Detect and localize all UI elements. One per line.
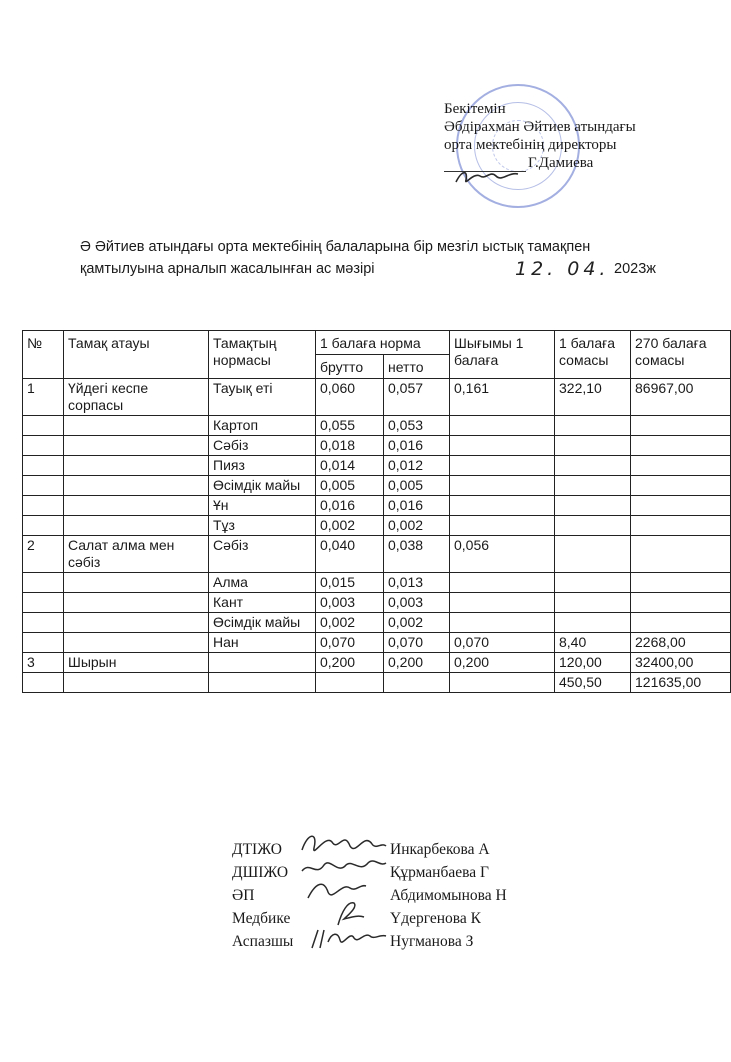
cell-output <box>450 416 555 436</box>
signature-role: Медбике <box>232 910 291 927</box>
cell-brutto: 0,200 <box>316 653 384 673</box>
table-row <box>23 476 731 496</box>
cell-brutto: 0,015 <box>316 573 384 593</box>
cell-num <box>23 573 64 593</box>
cell-netto: 0,016 <box>384 436 450 456</box>
cell-cost270 <box>631 436 731 456</box>
cell-output: 0,070 <box>450 633 555 653</box>
cell-dish <box>64 456 209 476</box>
table-row <box>23 496 731 516</box>
title-year: 2023ж <box>614 261 656 277</box>
cell-product: Өсімдік майы <box>209 476 316 496</box>
cell-product: Пияз <box>209 456 316 476</box>
cell-cost1 <box>555 416 631 436</box>
header-num: № <box>23 331 64 379</box>
header-cost-1: 1 балаға сомасы <box>555 331 631 379</box>
signature-name: Құрманбаева Г <box>390 864 489 881</box>
cell-dish <box>64 593 209 613</box>
table-row <box>23 593 731 613</box>
cell-netto: 0,003 <box>384 593 450 613</box>
cell-num <box>23 436 64 456</box>
cell-num <box>23 416 64 436</box>
cell-cost1 <box>555 613 631 633</box>
cell-total-cost270: 121635,00 <box>631 673 731 693</box>
cell-output <box>450 496 555 516</box>
cell-cost270 <box>631 456 731 476</box>
cell-product <box>209 673 316 693</box>
cell-netto: 0,038 <box>384 536 450 573</box>
cell-output: 0,161 <box>450 379 555 416</box>
header-norm: Тамақтың нормасы <box>209 331 316 379</box>
cell-cost270 <box>631 516 731 536</box>
cell-cost1 <box>555 436 631 456</box>
cell-cost1: 120,00 <box>555 653 631 673</box>
approval-director-name: Г.Дамиева <box>528 155 594 171</box>
header-netto: нетто <box>384 355 450 379</box>
title-line-2: қамтылуына арналып жасалынған ас мәзірі <box>80 261 375 277</box>
cell-product: Сәбіз <box>209 536 316 573</box>
cell-output <box>450 456 555 476</box>
table-row <box>23 573 731 593</box>
cell-product: Өсімдік майы <box>209 613 316 633</box>
cell-netto <box>384 673 450 693</box>
menu-table <box>22 330 731 693</box>
cell-brutto: 0,070 <box>316 633 384 653</box>
cell-netto: 0,200 <box>384 653 450 673</box>
header-output: Шығымы 1 балаға <box>450 331 555 379</box>
cell-cost270 <box>631 573 731 593</box>
cell-dish <box>64 673 209 693</box>
cell-dish: Шырын <box>64 653 209 673</box>
cell-dish <box>64 573 209 593</box>
cell-brutto: 0,002 <box>316 516 384 536</box>
cell-num <box>23 516 64 536</box>
header-cost-270: 270 балаға сомасы <box>631 331 731 379</box>
cell-brutto <box>316 673 384 693</box>
cell-product: Тауық еті <box>209 379 316 416</box>
title-line-1: Ә Әйтиев атындағы орта мектебінің балаларына бір мезгіл ыстық тамақпен <box>80 239 591 255</box>
cell-output <box>450 476 555 496</box>
cell-netto: 0,002 <box>384 516 450 536</box>
cell-product: Алма <box>209 573 316 593</box>
header-per-child: 1 балаға норма <box>316 331 450 355</box>
cell-netto: 0,057 <box>384 379 450 416</box>
cell-netto: 0,016 <box>384 496 450 516</box>
cell-cost270 <box>631 476 731 496</box>
approval-position: орта мектебінің директоры <box>444 137 617 153</box>
cell-output: 0,200 <box>450 653 555 673</box>
header-dish-name: Тамақ атауы <box>64 331 209 379</box>
cell-brutto: 0,002 <box>316 613 384 633</box>
cell-netto: 0,012 <box>384 456 450 476</box>
cell-product: Ұн <box>209 496 316 516</box>
cell-product: Кант <box>209 593 316 613</box>
header-brutto: брутто <box>316 355 384 379</box>
header-row-1 <box>23 331 731 355</box>
cell-brutto: 0,016 <box>316 496 384 516</box>
cell-brutto: 0,040 <box>316 536 384 573</box>
table-row <box>23 633 731 653</box>
cell-cost1 <box>555 496 631 516</box>
director-signature <box>452 166 522 188</box>
cell-num <box>23 593 64 613</box>
cell-product: Тұз <box>209 516 316 536</box>
cell-cost270 <box>631 593 731 613</box>
cell-cost1 <box>555 516 631 536</box>
table-row <box>23 456 731 476</box>
signature-name: Инкарбекова А <box>390 841 490 858</box>
cell-product: Картоп <box>209 416 316 436</box>
signature-role: ДТІЖО <box>232 841 282 858</box>
cell-cost1 <box>555 476 631 496</box>
cell-cost270: 32400,00 <box>631 653 731 673</box>
cell-cost1: 322,10 <box>555 379 631 416</box>
cell-product: Нан <box>209 633 316 653</box>
cell-num <box>23 496 64 516</box>
table-row <box>23 653 731 673</box>
signature-role: ДШІЖО <box>232 864 289 881</box>
approval-title: Бекітемін <box>444 101 506 117</box>
cell-output <box>450 436 555 456</box>
cell-dish <box>64 476 209 496</box>
cell-num: 2 <box>23 536 64 573</box>
cell-cost270 <box>631 496 731 516</box>
cell-cost1 <box>555 573 631 593</box>
cell-cost1: 8,40 <box>555 633 631 653</box>
cell-brutto: 0,060 <box>316 379 384 416</box>
cell-product <box>209 653 316 673</box>
cell-num <box>23 613 64 633</box>
approval-school: Әбдірахман Әйтиев атындағы <box>444 119 636 135</box>
table-row <box>23 536 731 573</box>
cell-brutto: 0,055 <box>316 416 384 436</box>
cell-brutto: 0,005 <box>316 476 384 496</box>
cell-cost1 <box>555 456 631 476</box>
cell-cost270: 86967,00 <box>631 379 731 416</box>
table-row <box>23 379 731 416</box>
cell-output: 0,056 <box>450 536 555 573</box>
approval-block <box>444 100 636 172</box>
cell-dish <box>64 613 209 633</box>
document-title <box>80 236 700 280</box>
cell-dish <box>64 516 209 536</box>
handwritten-date: 12. 04. <box>515 258 610 280</box>
cell-dish <box>64 436 209 456</box>
cell-num <box>23 633 64 653</box>
cell-num <box>23 456 64 476</box>
table-row <box>23 516 731 536</box>
cell-cost270 <box>631 613 731 633</box>
cell-netto: 0,002 <box>384 613 450 633</box>
cell-output <box>450 673 555 693</box>
cell-dish <box>64 496 209 516</box>
cell-netto: 0,005 <box>384 476 450 496</box>
cell-output <box>450 573 555 593</box>
cell-output <box>450 516 555 536</box>
signature-name: Абдимомынова Н <box>390 887 507 904</box>
cell-total-cost1: 450,50 <box>555 673 631 693</box>
table-row <box>23 416 731 436</box>
cell-product: Сәбіз <box>209 436 316 456</box>
cell-dish <box>64 633 209 653</box>
cell-cost1 <box>555 593 631 613</box>
table-row <box>23 436 731 456</box>
signature-role: Аспазшы <box>232 933 294 950</box>
cell-netto: 0,053 <box>384 416 450 436</box>
cell-num: 3 <box>23 653 64 673</box>
cell-num: 1 <box>23 379 64 416</box>
cell-brutto: 0,014 <box>316 456 384 476</box>
table-row <box>23 613 731 633</box>
cell-cost270 <box>631 536 731 573</box>
cell-num <box>23 673 64 693</box>
cell-output <box>450 613 555 633</box>
cell-netto: 0,013 <box>384 573 450 593</box>
signature-name: Нугманова З <box>390 933 474 950</box>
signature-name: Үдергенова К <box>390 910 481 927</box>
cell-netto: 0,070 <box>384 633 450 653</box>
cell-cost270 <box>631 416 731 436</box>
cell-brutto: 0,018 <box>316 436 384 456</box>
cell-dish: Үйдегі кеспе сорпасы <box>64 379 209 416</box>
handwritten-signature <box>298 920 388 954</box>
signature-role: ӘП <box>232 887 255 904</box>
cell-num <box>23 476 64 496</box>
total-row <box>23 673 731 693</box>
cell-cost1 <box>555 536 631 573</box>
cell-dish: Салат алма мен сәбіз <box>64 536 209 573</box>
cell-brutto: 0,003 <box>316 593 384 613</box>
cell-output <box>450 593 555 613</box>
cell-cost270: 2268,00 <box>631 633 731 653</box>
cell-dish <box>64 416 209 436</box>
